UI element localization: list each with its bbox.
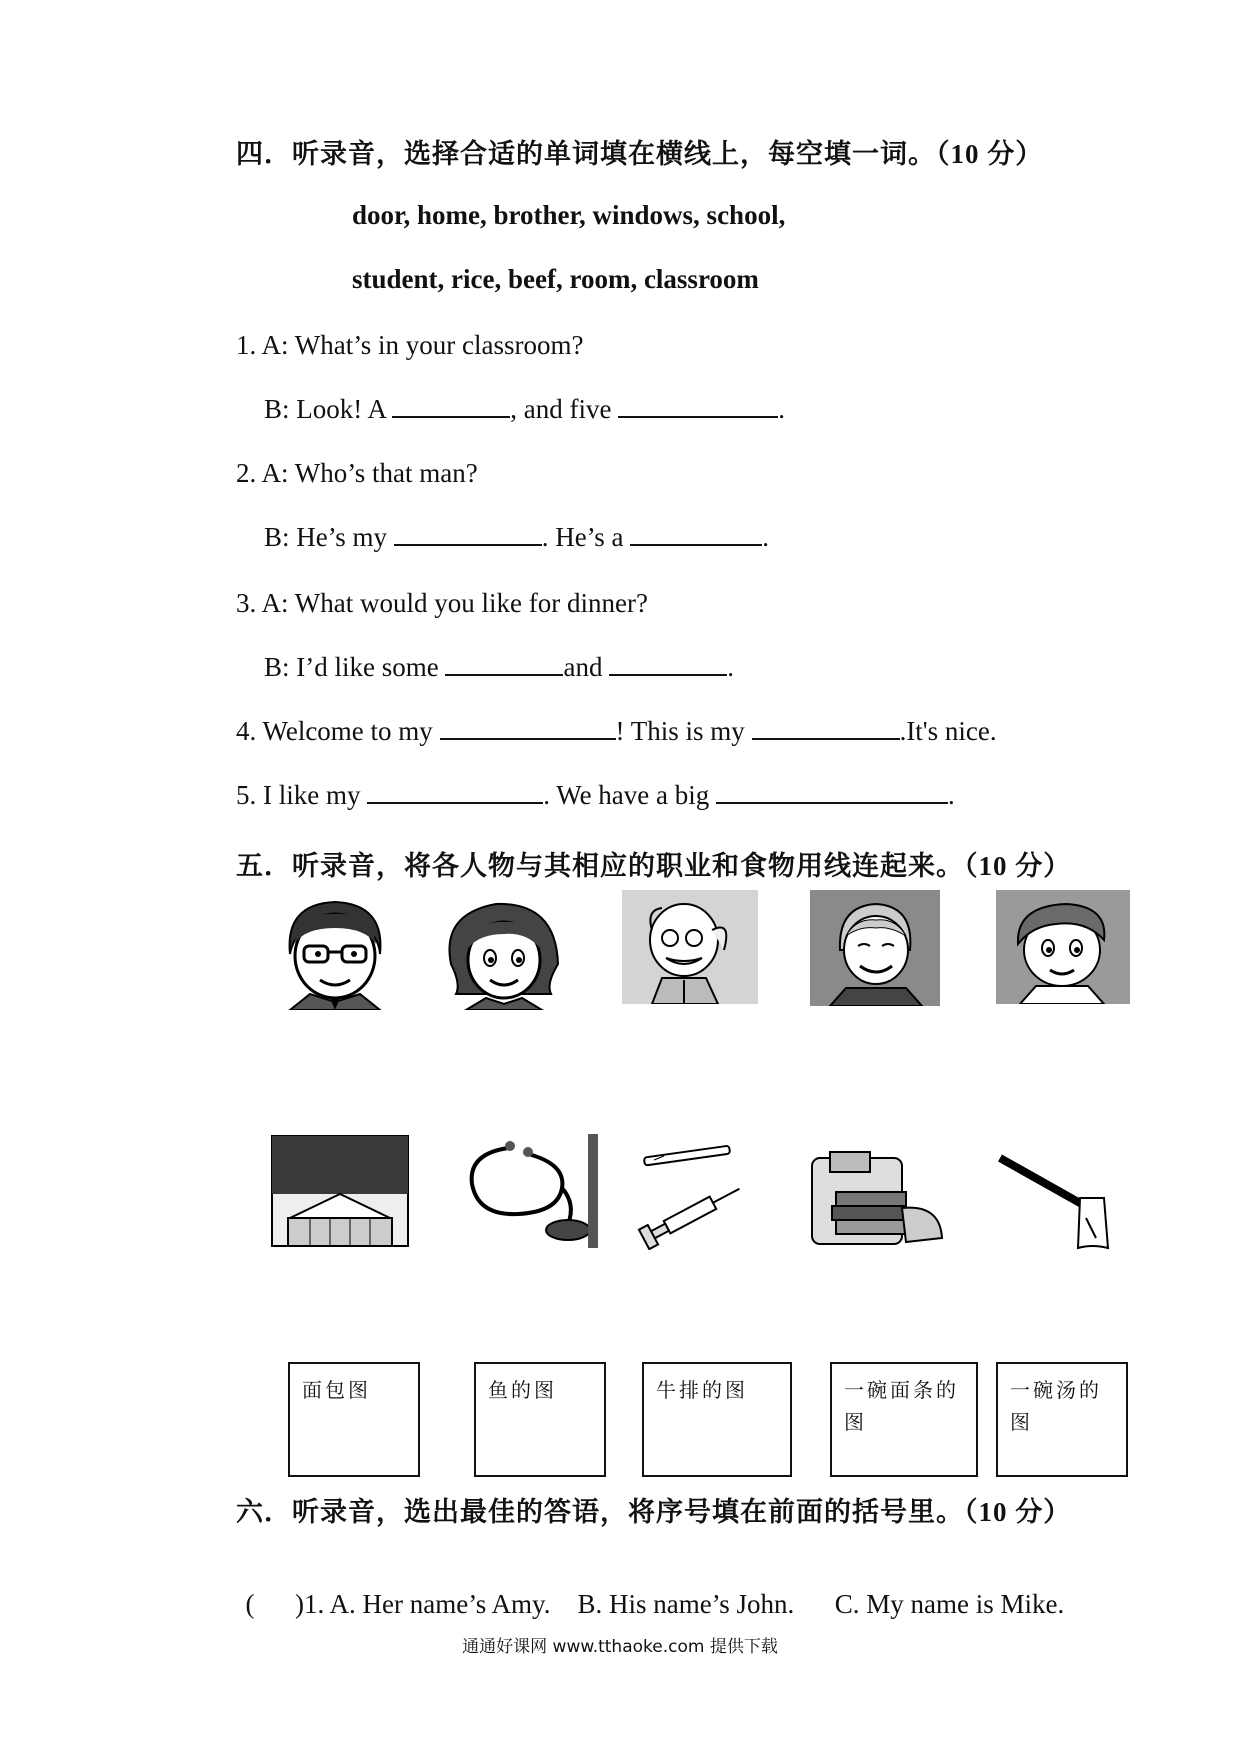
section4-points: （10 分） bbox=[936, 139, 1044, 169]
s6-q1-answer-paren[interactable]: ( ) bbox=[245, 1589, 304, 1619]
q2-question: 2. A: Who’s that man? bbox=[236, 458, 478, 488]
q1-blank-2[interactable] bbox=[618, 396, 778, 418]
q4-blank-1[interactable] bbox=[440, 718, 616, 740]
q5-end: . bbox=[948, 780, 955, 810]
q5-pre: 5. I like my bbox=[236, 780, 361, 810]
q4-blank-2[interactable] bbox=[752, 718, 900, 740]
q2-blank-2[interactable] bbox=[630, 524, 762, 546]
q5-blank-2[interactable] bbox=[716, 782, 948, 804]
man-with-glasses-icon bbox=[270, 894, 400, 1010]
q1-blank-1[interactable] bbox=[392, 396, 510, 418]
section6-heading-text: 六．听录音，选出最佳的答语，将序号填在前面的括号里。 bbox=[236, 1497, 964, 1528]
schoolbag-books-icon bbox=[810, 1148, 944, 1248]
s6-q1-line bbox=[232, 1558, 1064, 1620]
word-bank-line2: student, rice, beef, room, classroom bbox=[352, 264, 759, 294]
section6-points: （10 分） bbox=[964, 1497, 1072, 1527]
q2-answer-mid: . He’s a bbox=[541, 522, 624, 552]
q4-pre: 4. Welcome to my bbox=[236, 716, 433, 746]
section4-heading-text: 四．听录音，选择合适的单词填在横线上，每空填一词。 bbox=[236, 139, 936, 170]
food-box-fish: 鱼的图 bbox=[474, 1362, 606, 1477]
q4-end: .It's nice. bbox=[899, 716, 997, 746]
section4-heading bbox=[236, 132, 1043, 171]
q1-answer-pre: B: Look! A bbox=[264, 394, 386, 424]
q4-mid: ! This is my bbox=[615, 716, 745, 746]
s6-q1-option-a: A. Her name’s Amy. bbox=[329, 1589, 551, 1619]
section5-heading bbox=[236, 844, 1071, 883]
q1-answer-end: . bbox=[778, 394, 785, 424]
s6-q1-number: 1. bbox=[303, 1589, 325, 1619]
word-bank-line1: door, home, brother, windows, school, bbox=[352, 200, 786, 230]
q5-mid: . We have a big bbox=[543, 780, 710, 810]
page-footer: 通通好课网 www.tthaoke.com 提供下载 bbox=[462, 1637, 778, 1657]
food-box-noodles: 一碗面条的图 bbox=[830, 1362, 978, 1477]
grandfather-icon bbox=[622, 890, 758, 1004]
woman-curly-hair-icon bbox=[436, 894, 570, 1010]
grandmother-icon bbox=[810, 890, 940, 1006]
s6-q1-option-b: B. His name’s John. bbox=[577, 1589, 795, 1619]
q5-blank-1[interactable] bbox=[367, 782, 543, 804]
s6-q1-option-c: C. My name is Mike. bbox=[834, 1589, 1065, 1619]
food-box-steak: 牛排的图 bbox=[642, 1362, 792, 1477]
q2-answer-end: . bbox=[762, 522, 769, 552]
axe-icon bbox=[996, 1148, 1120, 1252]
q3-question: 3. A: What would you like for dinner? bbox=[236, 588, 648, 618]
q2-answer-pre: B: He’s my bbox=[264, 522, 388, 552]
q1-question: 1. A: What’s in your classroom? bbox=[236, 330, 584, 360]
q1-answer-mid: , and five bbox=[510, 394, 612, 424]
q3-answer-pre: B: I’d like some bbox=[264, 652, 439, 682]
q1-answer bbox=[264, 394, 785, 425]
stethoscope-icon bbox=[458, 1134, 598, 1248]
q5-line bbox=[236, 780, 955, 811]
section5-heading-text: 五．听录音，将各人物与其相应的职业和食物用线连起来。 bbox=[236, 851, 964, 882]
food-box-bread: 面包图 bbox=[288, 1362, 420, 1477]
syringe-icon bbox=[634, 1140, 754, 1250]
section6-heading bbox=[236, 1490, 1071, 1529]
q3-blank-2[interactable] bbox=[609, 654, 727, 676]
food-box-soup: 一碗汤的图 bbox=[996, 1362, 1128, 1477]
q3-answer-mid: and bbox=[563, 652, 603, 682]
q3-blank-1[interactable] bbox=[445, 654, 563, 676]
boy-icon bbox=[996, 890, 1130, 1004]
blackboard-desk-icon bbox=[270, 1134, 410, 1248]
q2-blank-1[interactable] bbox=[394, 524, 542, 546]
q3-answer bbox=[264, 652, 734, 683]
q2-answer bbox=[264, 522, 769, 553]
section5-points: （10 分） bbox=[964, 851, 1072, 881]
q3-answer-end: . bbox=[727, 652, 734, 682]
q4-line bbox=[236, 716, 997, 747]
